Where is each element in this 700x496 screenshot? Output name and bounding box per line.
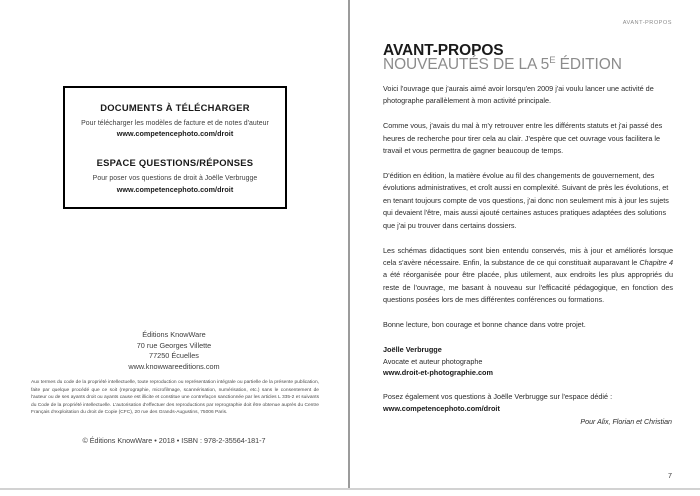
qa-subtitle: Pour poser vos questions de droit à Joëlle Verbrugge bbox=[92, 175, 258, 182]
final-note-line: Posez également vos questions à Joëlle Verbrugge sur l'espace dédié : bbox=[383, 392, 613, 402]
downloads-heading: DOCUMENTS À TÉLÉCHARGER bbox=[100, 101, 250, 113]
subtitle-text-before: NOUVEAUTÉS DE LA 5 bbox=[383, 56, 550, 73]
chapitre-reference: Chapitre 4 bbox=[639, 257, 673, 267]
signature-name: Joëlle Verbrugge bbox=[383, 345, 442, 354]
bottom-trim-line bbox=[0, 488, 700, 490]
paragraph-4-chapitre bbox=[383, 245, 673, 307]
signature-url[interactable]: www.droit-et-photographie.com bbox=[383, 368, 493, 378]
downloads-url[interactable]: www.competencephoto.com/droit bbox=[116, 129, 234, 138]
publisher-website[interactable]: www.knowwareeditions.com bbox=[128, 361, 220, 371]
qa-url[interactable]: www.competencephoto.com/droit bbox=[116, 184, 234, 194]
downloads-callout-box bbox=[63, 86, 287, 209]
signature-role: Avocate et auteur photographe bbox=[383, 356, 483, 366]
right-page bbox=[350, 0, 700, 489]
body-column bbox=[383, 83, 673, 415]
spine-divider bbox=[348, 0, 350, 489]
downloads-subtitle: Pour télécharger les modèles de facture et de notes d'auteur bbox=[81, 119, 269, 127]
paragraph-3: D'édition en édition, la matière évolue au fil des changements de gouvernement, des évolutions administratives, et croît aussi en complexité. Suivant de près les évolutions, et en tenant toujours compte de vos questions, j'ai donc non seulement mis à jour les sujets qui devaient l'être, mais aussi ajouté certaines astuces pratiques adaptées des solutions que j'ai pu trouver dans certains dossiers. bbox=[383, 171, 669, 230]
legal-notice: Aux termes du code de la propriété intellectuelle, toute reproduction ou représentation intégrale ou partielle de la présente publication, faite par quelque procédé que ce soit (reprographie, microfilmage, scannérisation, numérisation, etc.) sans le consentement de l'auteur ou de ses ayants droit ou ayants cause est illicite et constitue une contrefaçon sanctionnée par les articles L 335-2 et suivants du Code de la propriété intellectuelle. L'autorisation d'effectuer des reproductions par reprographie doit être obtenue auprès du Centre Français d'exploitation du droit de Copie (CFC), 20 rue des Grands-Augustins, 75006 Paris. bbox=[31, 380, 319, 416]
running-head: AVANT-PROPOS bbox=[622, 20, 672, 26]
copyright-isbn-line: © Éditions KnowWare • 2018 • ISBN : 978-2-35564-181-7 bbox=[82, 436, 266, 445]
publisher-city: 77250 Écuelles bbox=[149, 351, 199, 361]
paragraph-4-text-after: a été réorganisée pour être placée, plus utilement, aux endroits les plus appropriés du reste de l'ouvrage, me basant à nouveau sur l'efficacité pédagogique, en fonction des questions posées lors de mes différentes conférences ou formations. bbox=[383, 270, 673, 305]
final-note-url[interactable]: www.competencephoto.com/droit bbox=[383, 404, 500, 414]
page-subtitle bbox=[383, 56, 622, 74]
dedication-line: Pour Alix, Florian et Christian bbox=[580, 418, 672, 426]
publisher-block bbox=[0, 330, 348, 372]
page-number: 7 bbox=[668, 471, 672, 480]
publisher-street: 70 rue Georges Villette bbox=[136, 340, 212, 350]
paragraph-1: Voici l'ouvrage que j'aurais aimé avoir lorsqu'en 2009 j'ai voulu lancer une activité de photographe parallèlement à mon activité principale. bbox=[383, 84, 654, 106]
subtitle-ordinal-suffix: E bbox=[549, 54, 556, 66]
paragraph-4-text-before: Les schémas didactiques sont bien entendu conservés, mis à jour et améliorés lorsque cela s'avère nécessaire. Enfin, la substance de ce qui constituait auparavant le bbox=[383, 245, 673, 267]
paragraph-2: Comme vous, j'avais du mal à m'y retrouver entre les différents statuts et j'ai passé des heures de recherche pour tirer cela au clair. J'espère que cet ouvrage vous facilitera le travail et vous permettra de gagner beaucoup de temps. bbox=[383, 121, 663, 156]
left-page bbox=[0, 0, 348, 489]
subtitle-text-after: ÉDITION bbox=[555, 56, 622, 73]
closing-paragraph: Bonne lecture, bon courage et bonne chance dans votre projet. bbox=[383, 320, 586, 330]
page-title: AVANT-PROPOS bbox=[383, 42, 504, 59]
qa-heading: ESPACE QUESTIONS/RÉPONSES bbox=[96, 157, 254, 168]
publisher-name: Éditions KnowWare bbox=[142, 330, 206, 339]
